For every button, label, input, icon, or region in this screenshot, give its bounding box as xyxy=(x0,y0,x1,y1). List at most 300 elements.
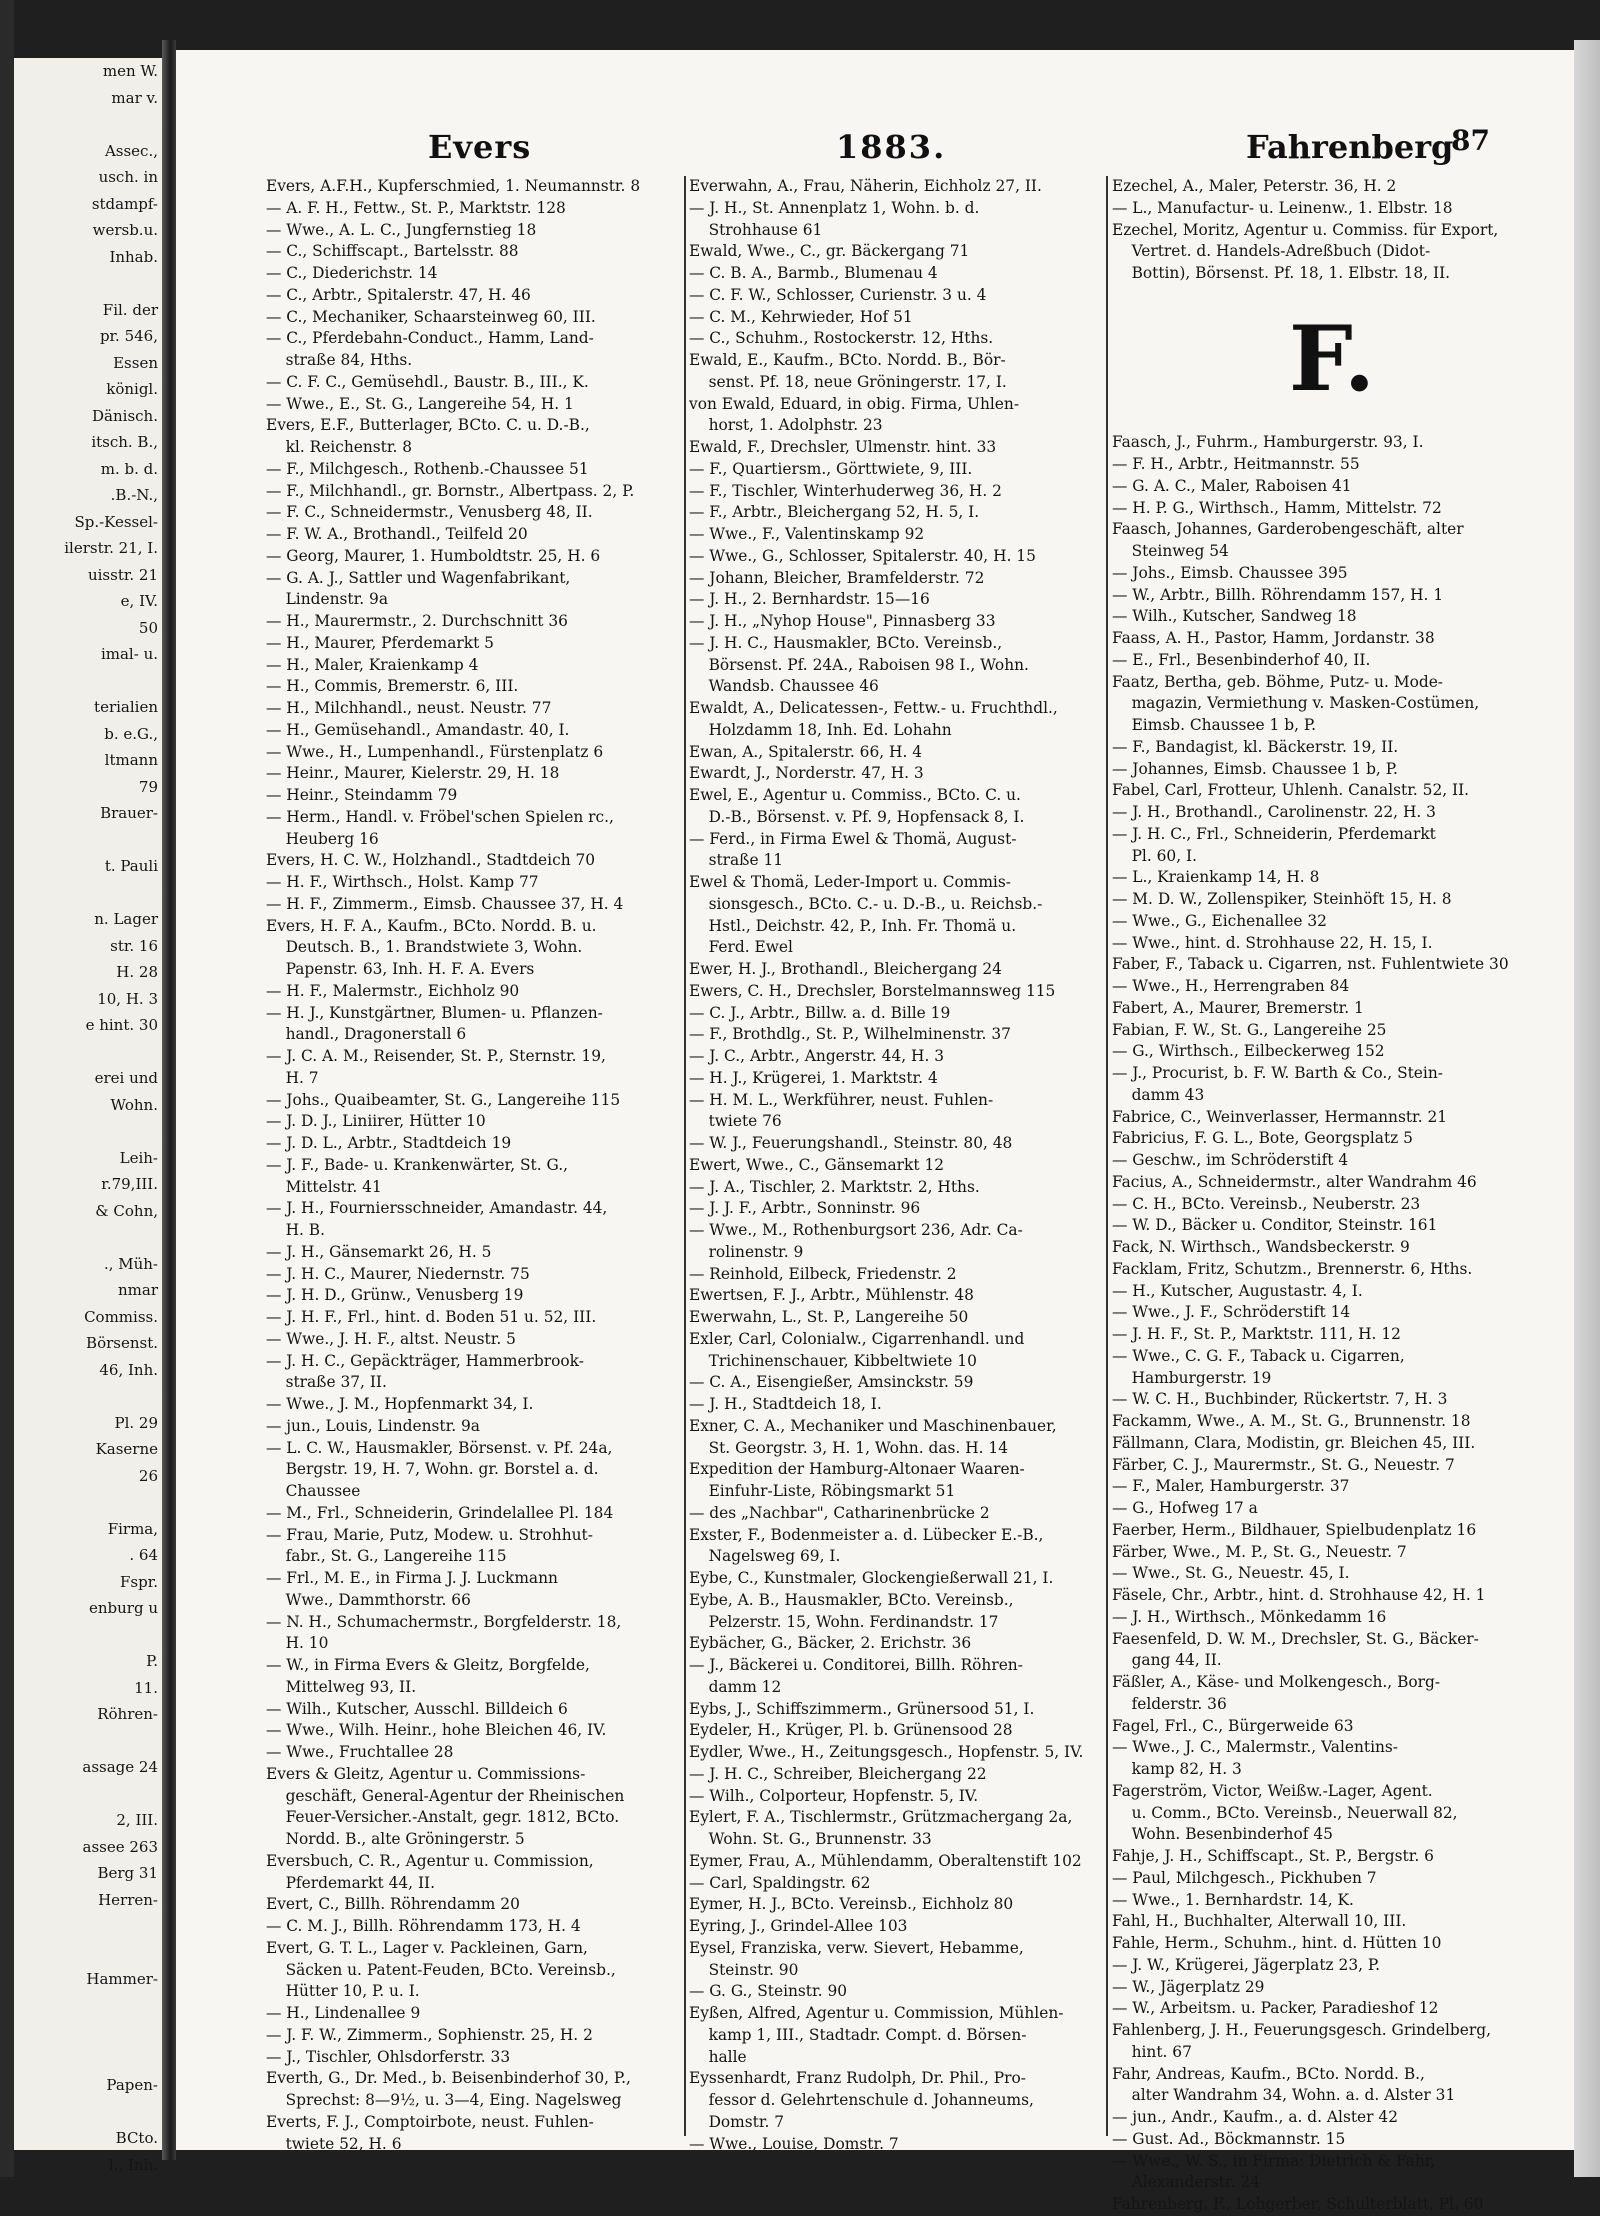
directory-entry: Domstr. 7 xyxy=(689,2112,785,2131)
facing-page-line: nmar xyxy=(118,1281,158,1299)
directory-entry: Eyssenhardt, Franz Rudolph, Dr. Phil., Pro- xyxy=(689,2069,1026,2088)
facing-page-line: Pl. 29 xyxy=(114,1413,158,1432)
directory-entry: — C. J., Arbtr., Billw. a. d. Bille 19 xyxy=(689,1003,951,1022)
directory-entry: Eyßen, Alfred, Agentur u. Commission, Mühlen- xyxy=(689,2004,1064,2022)
directory-entry: von Ewald, Eduard, in obig. Firma, Uhlen- xyxy=(689,394,1020,413)
directory-entry: — C. A., Eisengießer, Amsinckstr. 59 xyxy=(689,1373,974,1392)
directory-entry: halle xyxy=(689,2047,747,2066)
directory-entry: Evers, H. C. W., Holzhandl., Stadtdeich 70 xyxy=(266,851,596,870)
directory-entry: — H., Lindenallee 9 xyxy=(266,2004,421,2022)
directory-entry: — Frl., M. E., in Firma J. J. Luckmann xyxy=(266,1569,558,1587)
directory-entry: Eimsb. Chaussee 1 b, P. xyxy=(1112,716,1316,734)
directory-entry: Pl. 60, I. xyxy=(1112,846,1197,865)
directory-entry: Bottin), Börsenst. Pf. 18, 1. Elbstr. 18, II. xyxy=(1112,264,1451,282)
facing-page-line: & Cohn, xyxy=(95,1201,158,1220)
directory-entry: magazin, Vermiethung v. Masken-Costümen, xyxy=(1112,694,1480,713)
directory-entry: — Wilh., Kutscher, Ausschl. Billdeich 6 xyxy=(266,1699,568,1718)
running-head xyxy=(176,124,1574,168)
column-3 xyxy=(1112,176,1552,2213)
directory-entry: — Heinr., Maurer, Kielerstr. 29, H. 18 xyxy=(266,764,560,783)
directory-entry: Exster, F., Bodenmeister a. d. Lübecker E.-B., xyxy=(689,1525,1044,1544)
directory-entry: fabr., St. G., Langereihe 115 xyxy=(266,1547,507,1566)
page-edge xyxy=(1574,40,1600,2177)
directory-entry: Facius, A., Schneidermstr., alter Wandrahm 46 xyxy=(1112,1172,1477,1191)
directory-entry: Ewardt, J., Norderstr. 47, H. 3 xyxy=(689,764,924,783)
header-first-name: Evers xyxy=(428,128,532,166)
directory-entry: geschäft, General-Agentur der Rheinischen xyxy=(266,1786,625,1805)
directory-entry: — Reinhold, Eilbeck, Friedenstr. 2 xyxy=(689,1264,957,1283)
directory-entry: Evert, C., Billh. Röhrendamm 20 xyxy=(266,1895,520,1914)
directory-entry: Steinstr. 90 xyxy=(689,1960,799,1979)
directory-entry: — Johs., Quaibeamter, St. G., Langereihe 115 xyxy=(266,1090,621,1109)
directory-entry: — C. M. J., Billh. Röhrendamm 173, H. 4 xyxy=(266,1917,581,1935)
directory-entry: Ezechel, A., Maler, Peterstr. 36, H. 2 xyxy=(1112,177,1397,195)
directory-entry: felderstr. 36 xyxy=(1112,1694,1227,1713)
directory-entry: Facklam, Fritz, Schutzm., Brennerstr. 6, Hths. xyxy=(1112,1259,1473,1278)
directory-entry: — W. D., Bäcker u. Conditor, Steinstr. 161 xyxy=(1112,1216,1438,1235)
directory-entry: — Wwe., M., Rothenburgsort 236, Adr. Ca- xyxy=(689,1221,1023,1239)
directory-entry: — Wilh., Colporteur, Hopfenstr. 5, IV. xyxy=(689,1786,979,1805)
facing-page-line: 50 xyxy=(138,618,158,637)
directory-entry: — F. W. A., Brothandl., Teilfeld 20 xyxy=(266,525,528,543)
directory-entry: Evers, A.F.H., Kupferschmied, 1. Neumannstr. 8 xyxy=(266,177,641,195)
directory-entry: alter Wandrahm 34, Wohn. a. d. Alster 31 xyxy=(1112,2086,1456,2105)
directory-entry: Sprechst: 8—9½, u. 3—4, Eing. Nagelsweg xyxy=(266,2091,622,2109)
directory-entry: Eydler, Wwe., H., Zeitungsgesch., Hopfenstr. 5, IV. xyxy=(689,1743,1084,1761)
directory-entry: — G., Hofweg 17 a xyxy=(1112,1499,1258,1517)
directory-entry: — C. M., Kehrwieder, Hof 51 xyxy=(689,307,913,326)
directory-entry: — J. C., Arbtr., Angerstr. 44, H. 3 xyxy=(689,1047,945,1065)
directory-entry: — Carl, Spaldingstr. 62 xyxy=(689,1873,871,1892)
facing-page-line: 2, III. xyxy=(116,1811,158,1829)
directory-entry: Ezechel, Moritz, Agentur u. Commiss. für Export, xyxy=(1112,220,1499,239)
directory-entry: — Wwe., F., Valentinskamp 92 xyxy=(689,525,925,543)
facing-page-line: BCto. xyxy=(115,2129,158,2147)
directory-entry: Bergstr. 19, H. 7, Wohn. gr. Borstel a. d. xyxy=(266,1460,599,1479)
facing-page-line xyxy=(14,2099,162,2126)
directory-entry: Faasch, Johannes, Garderobengeschäft, alter xyxy=(1112,520,1464,539)
directory-entry: — J. F., Bade- u. Krankenwärter, St. G., xyxy=(266,1155,569,1174)
directory-entry: Mittelstr. 41 xyxy=(266,1177,382,1196)
directory-entry: sionsgesch., BCto. C.- u. D.-B., u. Reichsb.- xyxy=(689,894,1043,913)
directory-entry: — M. D. W., Zollenspiker, Steinhöft 15, H. 8 xyxy=(1112,890,1452,908)
directory-entry: hint. 67 xyxy=(1112,2042,1192,2061)
directory-entry: Färber, Wwe., M. P., St. G., Neuestr. 7 xyxy=(1112,1542,1407,1561)
directory-entry: — H., Commis, Bremerstr. 6, III. xyxy=(266,677,519,696)
directory-entry: — F., Milchhandl., gr. Bornstr., Albertpass. 2, P. xyxy=(266,481,635,500)
directory-entry: Feuer-Versicher.-Anstalt, gegr. 1812, BCto. xyxy=(266,1808,620,1827)
directory-entry: straße 37, II. xyxy=(266,1373,387,1392)
directory-entry: Ewertsen, F. J., Arbtr., Mühlenstr. 48 xyxy=(689,1286,974,1305)
directory-entry: — Wwe., St. G., Neuestr. 45, I. xyxy=(1112,1564,1350,1583)
scan-edge xyxy=(0,0,14,2177)
directory-entry: — C. H., BCto. Vereinsb., Neuberstr. 23 xyxy=(1112,1194,1421,1213)
directory-entry: Fäßler, A., Käse- und Molkengesch., Borg- xyxy=(1112,1673,1441,1691)
facing-page-line xyxy=(14,1993,162,2020)
directory-entry: — W., Jägerplatz 29 xyxy=(1112,1977,1265,1996)
facing-page-line: stdampf- xyxy=(91,194,158,213)
directory-entry: — W., in Firma Evers & Gleitz, Borgfelde, xyxy=(266,1656,590,1674)
directory-entry: Fabrice, C., Weinverlasser, Hermannstr. 21 xyxy=(1112,1107,1448,1126)
directory-entry: — J. H. D., Grünw., Venusberg 19 xyxy=(266,1286,524,1305)
directory-entry: — C. F. W., Schlosser, Curienstr. 3 u. 4 xyxy=(689,285,987,304)
facing-page-line: Leih- xyxy=(119,1148,158,1167)
directory-entry: Eylert, F. A., Tischlermstr., Grützmachergang 2a, xyxy=(689,1808,1073,1827)
directory-entry: Börsenst. Pf. 24A., Raboisen 98 I., Wohn. xyxy=(689,655,1029,674)
directory-entry: — Wwe., G., Schlosser, Spitalerstr. 40, H. 15 xyxy=(689,546,1036,565)
directory-entry: — J. J. F., Arbtr., Sonninstr. 96 xyxy=(689,1199,921,1218)
facing-page-line xyxy=(14,1622,162,1649)
directory-entry: — H., Maurer, Pferdemarkt 5 xyxy=(266,633,494,652)
directory-entry: Fagel, Frl., C., Bürgerweide 63 xyxy=(1112,1716,1354,1735)
facing-page-line xyxy=(14,2046,162,2073)
directory-entry: Eybs, J., Schiffszimmerm., Grünersood 51, I. xyxy=(689,1699,1035,1718)
directory-entry: Fahr, Andreas, Kaufm., BCto. Nordd. B., xyxy=(1112,2064,1425,2083)
directory-entry: — H., Maler, Kraienkamp 4 xyxy=(266,655,479,674)
directory-entry: — F., Bandagist, kl. Bäckerstr. 19, II. xyxy=(1112,737,1399,756)
directory-entry: — Heinr., Steindamm 79 xyxy=(266,786,458,804)
facing-page-line: e, IV. xyxy=(120,592,158,610)
directory-entry: Wohn. Besenbinderhof 45 xyxy=(1112,1825,1333,1844)
directory-entry: — Wwe., W. S., in Firma: Dietrich & Fahr, xyxy=(1112,2151,1436,2170)
directory-entry: Einfuhr-Liste, Röbingsmarkt 51 xyxy=(689,1482,956,1500)
facing-page-line: wersb.u. xyxy=(92,221,158,239)
directory-entry: — H. J., Krügerei, 1. Marktstr. 4 xyxy=(689,1068,938,1087)
directory-entry: Fagerström, Victor, Weißw.-Lager, Agent. xyxy=(1112,1781,1433,1800)
directory-entry: twiete 76 xyxy=(689,1112,782,1131)
directory-entry: Faasch, J., Fuhrm., Hamburgerstr. 93, I. xyxy=(1112,433,1424,452)
directory-entry: Wwe., Dammthorstr. 66 xyxy=(266,1590,471,1609)
directory-entry: Fack, N. Wirthsch., Wandsbeckerstr. 9 xyxy=(1112,1238,1410,1256)
directory-entry: Eybe, A. B., Hausmakler, BCto. Vereinsb., xyxy=(689,1590,1014,1609)
directory-entry: — J. H. F., St. P., Marktstr. 111, H. 12 xyxy=(1112,1325,1401,1343)
directory-entry: — E., Frl., Besenbinderhof 40, II. xyxy=(1112,650,1371,669)
directory-entry: — L., Kraienkamp 14, H. 8 xyxy=(1112,868,1320,887)
facing-page-line: usch. in xyxy=(98,168,158,186)
directory-entry: Evert, G. T. L., Lager v. Packleinen, Garn, xyxy=(266,1938,588,1957)
directory-entry: — F. C., Schneidermstr., Venusberg 48, II. xyxy=(266,503,593,522)
facing-page-line: terialien xyxy=(94,698,158,716)
directory-entry: — Wwe., G., Eichenallee 32 xyxy=(1112,911,1327,930)
directory-entry: — J. H. C., Frl., Schneiderin, Pferdemarkt xyxy=(1112,824,1436,843)
directory-entry: Eyring, J., Grindel-Allee 103 xyxy=(689,1917,908,1935)
directory-entry: — J. H., Brothandl., Carolinenstr. 22, H. 3 xyxy=(1112,803,1436,821)
directory-entry: fessor d. Gelehrtenschule d. Johanneums, xyxy=(689,2091,1034,2109)
facing-page-line: 26 xyxy=(138,1466,158,1485)
directory-entry: — F. H., Arbtr., Heitmannstr. 55 xyxy=(1112,455,1360,473)
directory-page xyxy=(176,50,1574,2213)
directory-entry: Faerber, Herm., Bildhauer, Spielbudenplatz 16 xyxy=(1112,1520,1477,1539)
directory-entry: — F., Maler, Hamburgerstr. 37 xyxy=(1112,1477,1350,1496)
directory-entry: senst. Pf. 18, neue Gröningerstr. 17, I. xyxy=(689,372,1007,391)
directory-entry: — F., Brothdlg., St. P., Wilhelminenstr. 37 xyxy=(689,1025,1011,1044)
directory-entry: — A. F. H., Fettw., St. P., Marktstr. 128 xyxy=(266,198,566,217)
directory-entry: Evers, E.F., Butterlager, BCto. C. u. D.-B., xyxy=(266,416,590,435)
directory-entry: — G. A. C., Maler, Raboisen 41 xyxy=(1112,476,1352,495)
directory-entry xyxy=(1112,411,1552,433)
directory-entry: Fäsele, Chr., Arbtr., hint. d. Strohhause 42, H. 1 xyxy=(1112,1586,1486,1604)
directory-entry: Chaussee xyxy=(266,1482,361,1500)
directory-entry: Evers & Gleitz, Agentur u. Commissions- xyxy=(266,1764,586,1783)
directory-entry: Ewald, F., Drechsler, Ulmenstr. hint. 33 xyxy=(689,438,997,456)
facing-page-line: 11. xyxy=(134,1678,158,1697)
directory-entry: — C. F. C., Gemüsehdl., Baustr. B., III., K. xyxy=(266,372,589,391)
facing-page-line: P. xyxy=(146,1652,158,1670)
directory-entry: Fahje, J. H., Schiffscapt., St. P., Bergstr. 6 xyxy=(1112,1847,1434,1865)
directory-entry: — J. F. W., Zimmerm., Sophienstr. 25, H. 2 xyxy=(266,2025,593,2044)
directory-entry: u. Comm., BCto. Vereinsb., Neuerwall 82, xyxy=(1112,1803,1458,1822)
directory-entry: Expedition der Hamburg-Altonaer Waaren- xyxy=(689,1460,1025,1479)
directory-entry: — W., Arbtr., Billh. Röhrendamm 157, H. 1 xyxy=(1112,585,1444,604)
directory-entry: Fahl, H., Buchhalter, Alterwall 10, III. xyxy=(1112,1912,1407,1931)
directory-entry: — J. D. L., Arbtr., Stadtdeich 19 xyxy=(266,1134,512,1152)
directory-entry: Nagelsweg 69, I. xyxy=(689,1547,841,1566)
directory-entry: Pelzerstr. 15, Wohn. Ferdinandstr. 17 xyxy=(689,1612,999,1631)
directory-entry: Strohhause 61 xyxy=(689,220,823,239)
directory-entry: — H. F., Malermstr., Eichholz 90 xyxy=(266,981,520,1000)
directory-entry: — H., Kutscher, Augustastr. 4, I. xyxy=(1112,1281,1363,1300)
directory-entry: — Wwe., H., Herrengraben 84 xyxy=(1112,977,1350,995)
directory-entry: — F., Milchgesch., Rothenb.-Chaussee 51 xyxy=(266,459,589,478)
facing-page-line xyxy=(14,1781,162,1808)
directory-entry: — C., Diederichstr. 14 xyxy=(266,264,438,282)
directory-entry: Eymer, Frau, A., Mühlendamm, Oberaltenstift 102 xyxy=(689,1851,1082,1870)
directory-entry: Fällmann, Clara, Modistin, gr. Bleichen 45, III. xyxy=(1112,1433,1476,1452)
directory-entry: — Wwe., Louise, Domstr. 7 xyxy=(689,2134,899,2153)
header-last-name: Fahrenberg xyxy=(1246,128,1454,166)
facing-page-line: e hint. 30 xyxy=(85,1016,158,1034)
facing-page-line xyxy=(14,1224,162,1251)
directory-entry: Fabian, F. W., St. G., Langereihe 25 xyxy=(1112,1020,1387,1039)
directory-entry: — Wwe., E., St. G., Langereihe 54, H. 1 xyxy=(266,394,574,413)
directory-entry: — J., Procurist, b. F. W. Barth & Co., Stein- xyxy=(1112,1064,1443,1082)
facing-page-line: Berg 31 xyxy=(97,1864,158,1882)
directory-entry: — J., Bäckerei u. Conditorei, Billh. Röhren- xyxy=(689,1656,1023,1674)
directory-entry: — Wwe., J. M., Hopfenmarkt 34, I. xyxy=(266,1395,534,1413)
directory-entry: Trichinenschauer, Kibbeltwiete 10 xyxy=(689,1351,977,1370)
directory-entry: — J. H. C., Gepäckträger, Hammerbrook- xyxy=(266,1351,584,1370)
directory-entry: — H., Maurermstr., 2. Durchschnitt 36 xyxy=(266,612,568,630)
directory-entry xyxy=(1112,285,1552,307)
directory-entry: Alexanderstr. 24 xyxy=(1112,2173,1260,2192)
facing-page-line: assee 263 xyxy=(82,1837,158,1856)
facing-page-line: erei und xyxy=(94,1069,158,1087)
directory-entry: Ewaldt, A., Delicatessen-, Fettw.- u. Fruchthdl., xyxy=(689,699,1058,717)
directory-entry: — Wilh., Kutscher, Sandweg 18 xyxy=(1112,607,1357,626)
directory-entry: — M., Frl., Schneiderin, Grindelallee Pl. 184 xyxy=(266,1503,614,1522)
directory-entry: — H. M. L., Werkführer, neust. Fuhlen- xyxy=(689,1090,994,1109)
directory-entry: — Wwe., J. F., Schröderstift 14 xyxy=(1112,1303,1351,1322)
facing-page-line: .B.-N., xyxy=(110,486,158,504)
directory-entry: — Georg, Maurer, 1. Humboldtstr. 25, H. 6 xyxy=(266,546,601,565)
directory-entry: Pferdemarkt 44, II. xyxy=(266,1873,435,1892)
directory-entry: — C., Schuhm., Rostockerstr. 12, Hths. xyxy=(689,329,994,348)
directory-entry: — Wwe., 1. Bernhardstr. 14, K. xyxy=(1112,1890,1354,1909)
directory-entry: Eysel, Franziska, verw. Sievert, Hebamme, xyxy=(689,1938,1024,1957)
directory-entry: Ewers, C. H., Drechsler, Borstelmannsweg 115 xyxy=(689,981,1056,1000)
facing-page-fragment xyxy=(14,58,162,2174)
facing-page-line xyxy=(14,1118,162,1145)
directory-entry: Ewerwahn, L., St. P., Langereihe 50 xyxy=(689,1308,969,1326)
facing-page-line: Kaserne xyxy=(95,1440,158,1458)
directory-entry: St. Georgstr. 3, H. 1, Wohn. das. H. 14 xyxy=(689,1438,1009,1457)
facing-page-line: Brauer- xyxy=(100,804,158,822)
directory-entry: — J. H., Wirthsch., Mönkedamm 16 xyxy=(1112,1607,1387,1626)
directory-entry: Evers, H. F. A., Kaufm., BCto. Nordd. B. u. xyxy=(266,916,597,935)
directory-entry: — Wwe., H., Lumpenhandl., Fürstenplatz 6 xyxy=(266,742,604,761)
directory-entry: — H., Milchhandl., neust. Neustr. 77 xyxy=(266,699,552,717)
directory-entry: — W. C. H., Buchbinder, Rückertstr. 7, H. 3 xyxy=(1112,1390,1448,1409)
facing-page-line: Essen xyxy=(113,353,158,372)
facing-page-line: Fil. der xyxy=(102,300,158,319)
directory-entry: kamp 1, III., Stadtadr. Compt. d. Börsen- xyxy=(689,2025,1027,2044)
directory-entry: — Geschw., im Schröderstift 4 xyxy=(1112,1151,1349,1169)
directory-entry: — J. H., „Nyhop House", Pinnasberg 33 xyxy=(689,612,996,630)
facing-page-line: H. 28 xyxy=(116,963,158,981)
facing-page-line: Firma, xyxy=(107,1519,158,1538)
directory-entry: Faass, A. H., Pastor, Hamm, Jordanstr. 38 xyxy=(1112,629,1435,647)
facing-page-line xyxy=(14,880,162,907)
directory-entry: horst, 1. Adolphstr. 23 xyxy=(689,416,883,435)
directory-entry: Fahlenberg, J. H., Feuerungsgesch. Grindelberg, xyxy=(1112,2021,1491,2039)
facing-page-line xyxy=(14,1039,162,1066)
facing-page-line: pr. 546, xyxy=(99,327,158,345)
directory-entry: Steinweg 54 xyxy=(1112,542,1229,560)
directory-entry: twiete 52, H. 6 xyxy=(266,2134,402,2153)
directory-entry: — J. C. A. M., Reisender, St. P., Sternstr. 19, xyxy=(266,1047,606,1065)
facing-page-line: ltmann xyxy=(104,751,158,769)
directory-entry: Wohn. St. G., Brunnenstr. 33 xyxy=(689,1830,932,1848)
directory-entry: — G. A. J., Sattler und Wagenfabrikant, xyxy=(266,568,571,587)
directory-entry: Fackamm, Wwe., A. M., St. G., Brunnenstr. 18 xyxy=(1112,1412,1471,1430)
directory-entry: — Wwe., J. H. F., altst. Neustr. 5 xyxy=(266,1329,516,1348)
directory-entry: — Wwe., Wilh. Heinr., hohe Bleichen 46, IV. xyxy=(266,1721,607,1740)
directory-entry: Eydeler, H., Krüger, Pl. b. Grünensood 28 xyxy=(689,1721,1013,1740)
directory-entry: kl. Reichenstr. 8 xyxy=(266,438,413,456)
directory-entry: Ewald, Wwe., C., gr. Bäckergang 71 xyxy=(689,242,970,261)
facing-page-line: b. e.G., xyxy=(104,724,158,743)
directory-entry: Hütter 10, P. u. I. xyxy=(266,1982,420,2001)
facing-page-line xyxy=(14,668,162,695)
directory-entry: Eymer, H. J., BCto. Vereinsb., Eichholz 80 xyxy=(689,1895,1014,1914)
directory-entry: Fahrenberg, F., Lohgerber, Schulterblatt, Pl. 60 xyxy=(1112,2195,1484,2213)
facing-page-line: imal- u. xyxy=(100,645,158,663)
facing-page-line: l., Inh. xyxy=(108,2155,158,2174)
directory-entry: — W. J., Feuerungshandl., Steinstr. 80, 48 xyxy=(689,1134,1013,1152)
directory-entry: — L., Manufactur- u. Leinenw., 1. Elbstr. 18 xyxy=(1112,198,1453,217)
facing-page-line: Commiss. xyxy=(84,1307,158,1326)
facing-page-line xyxy=(14,1383,162,1410)
directory-entry: — J., Tischler, Ohlsdorferstr. 33 xyxy=(266,2047,511,2066)
directory-entry: — Wwe., Fruchtallee 28 xyxy=(266,1743,454,1761)
facing-page-line: Papen- xyxy=(106,2076,158,2094)
directory-entry: — Johann, Bleicher, Bramfelderstr. 72 xyxy=(689,568,985,587)
facing-page-line: 46, Inh. xyxy=(99,1360,158,1379)
facing-page-line: itsch. B., xyxy=(91,433,158,451)
directory-entry: Wandsb. Chaussee 46 xyxy=(689,677,879,696)
directory-entry: Everwahn, A., Frau, Näherin, Eichholz 27, II. xyxy=(689,177,1042,195)
directory-entry: Faatz, Bertha, geb. Böhme, Putz- u. Mode- xyxy=(1112,672,1444,691)
facing-page-line: ., Müh- xyxy=(103,1254,158,1273)
directory-entry: handl., Dragonerstall 6 xyxy=(266,1025,467,1044)
directory-entry: — H. P. G., Wirthsch., Hamm, Mittelstr. 72 xyxy=(1112,498,1442,517)
directory-entry: — Wwe., hint. d. Strohhause 22, H. 15, I. xyxy=(1112,933,1433,952)
directory-entry: H. B. xyxy=(266,1221,325,1239)
directory-entry: — Ferd., in Firma Ewel & Thomä, August- xyxy=(689,829,1017,848)
directory-entry: — J. H., St. Annenplatz 1, Wohn. b. d. xyxy=(689,198,980,217)
directory-entry: Fahle, Herm., Schuhm., hint. d. Hütten 10 xyxy=(1112,1934,1442,1952)
directory-entry: Heuberg 16 xyxy=(266,829,379,848)
directory-entry: straße 84, Hths. xyxy=(266,351,413,369)
facing-page-line: Inhab. xyxy=(109,247,158,266)
directory-entry: — Johannes, Eimsb. Chaussee 1 b, P. xyxy=(1112,759,1398,778)
directory-entry: — C. B. A., Barmb., Blumenau 4 xyxy=(689,264,938,282)
directory-entry: — C., Pferdebahn-Conduct., Hamm, Land- xyxy=(266,329,594,348)
facing-page-line xyxy=(14,1940,162,1967)
directory-entry: — Wwe., J. C., Malermstr., Valentins- xyxy=(1112,1738,1399,1757)
facing-page-line: Hammer- xyxy=(86,1970,158,1988)
directory-entry: Ewert, Wwe., C., Gänsemarkt 12 xyxy=(689,1155,945,1174)
facing-page-line: m. b. d. xyxy=(100,459,158,478)
directory-entry: Exner, C. A., Mechaniker und Maschinenbauer, xyxy=(689,1416,1057,1435)
facing-page-line xyxy=(14,1728,162,1755)
directory-entry: D.-B., Börsenst. v. Pf. 9, Hopfensack 8, I. xyxy=(689,807,1025,826)
directory-entry: — H. J., Kunstgärtner, Blumen- u. Pflanzen- xyxy=(266,1003,603,1022)
facing-page-line: enburg u xyxy=(88,1599,158,1617)
directory-entry: Faber, F., Taback u. Cigarren, nst. Fuhlentwiete 30 xyxy=(1112,955,1509,974)
directory-entry: Säcken u. Patent-Feuden, BCto. Vereinsb., xyxy=(266,1960,616,1979)
facing-page-line xyxy=(14,2019,162,2046)
directory-entry: — F., Tischler, Winterhuderweg 36, H. 2 xyxy=(689,481,1002,500)
directory-entry: — jun., Louis, Lindenstr. 9a xyxy=(266,1416,480,1435)
directory-entry: Eybe, C., Kunstmaler, Glockengießerwall 21, I. xyxy=(689,1569,1054,1587)
facing-page-line: 10, H. 3 xyxy=(97,989,158,1008)
facing-page-line: t. Pauli xyxy=(104,857,158,875)
directory-entry: Mittelweg 93, II. xyxy=(266,1677,417,1696)
directory-entry: Ewel, E., Agentur u. Commiss., BCto. C. u. xyxy=(689,786,1021,804)
directory-entry: — Johs., Eimsb. Chaussee 395 xyxy=(1112,563,1348,582)
directory-entry: — Wwe., C. G. F., Taback u. Cigarren, xyxy=(1112,1346,1405,1365)
directory-entry: damm 43 xyxy=(1112,1085,1205,1104)
directory-entry: — G. G., Steinstr. 90 xyxy=(689,1982,848,2001)
facing-page-line: n. Lager xyxy=(94,910,158,928)
facing-page-line xyxy=(14,270,162,297)
directory-entry: Hamburgerstr. 19 xyxy=(1112,1368,1272,1387)
directory-entry: H. 7 xyxy=(266,1068,319,1087)
directory-entry: damm 12 xyxy=(689,1677,782,1696)
directory-entry: Deutsch. B., 1. Brandstwiete 3, Wohn. xyxy=(266,938,583,957)
directory-entry: — Wwe., A. L. C., Jungfernstieg 18 xyxy=(266,220,537,239)
facing-page-line: assage 24 xyxy=(82,1758,158,1776)
directory-entry: Färber, C. J., Maurermstr., St. G., Neuestr. 7 xyxy=(1112,1455,1455,1474)
directory-entry: rolinenstr. 9 xyxy=(689,1242,804,1261)
directory-entry: — G., Wirthsch., Eilbeckerweg 152 xyxy=(1112,1042,1385,1061)
directory-entry: straße 11 xyxy=(689,851,784,870)
directory-entry: Eybächer, G., Bäcker, 2. Erichstr. 36 xyxy=(689,1634,972,1653)
directory-entry: — L. C. W., Hausmakler, Börsenst. v. Pf. 24a, xyxy=(266,1438,613,1457)
directory-entry: — Herm., Handl. v. Fröbel'schen Spielen rc., xyxy=(266,807,614,826)
facing-page-line: uisstr. 21 xyxy=(87,565,158,584)
facing-page-line: Fspr. xyxy=(120,1572,158,1591)
directory-entry: — C., Arbtr., Spitalerstr. 47, H. 46 xyxy=(266,285,531,304)
facing-page-line: Herren- xyxy=(98,1890,158,1909)
directory-entry: Vertret. d. Handels-Adreßbuch (Didot- xyxy=(1112,242,1431,261)
facing-page-line: Assec., xyxy=(104,141,158,160)
directory-entry: — J. H., Gänsemarkt 26, H. 5 xyxy=(266,1242,492,1261)
facing-page-line xyxy=(14,1913,162,1940)
directory-entry: Ferd. Ewel xyxy=(689,938,793,957)
directory-entry: — J. H., Fourniersschneider, Amandastr. 44, xyxy=(266,1199,608,1218)
